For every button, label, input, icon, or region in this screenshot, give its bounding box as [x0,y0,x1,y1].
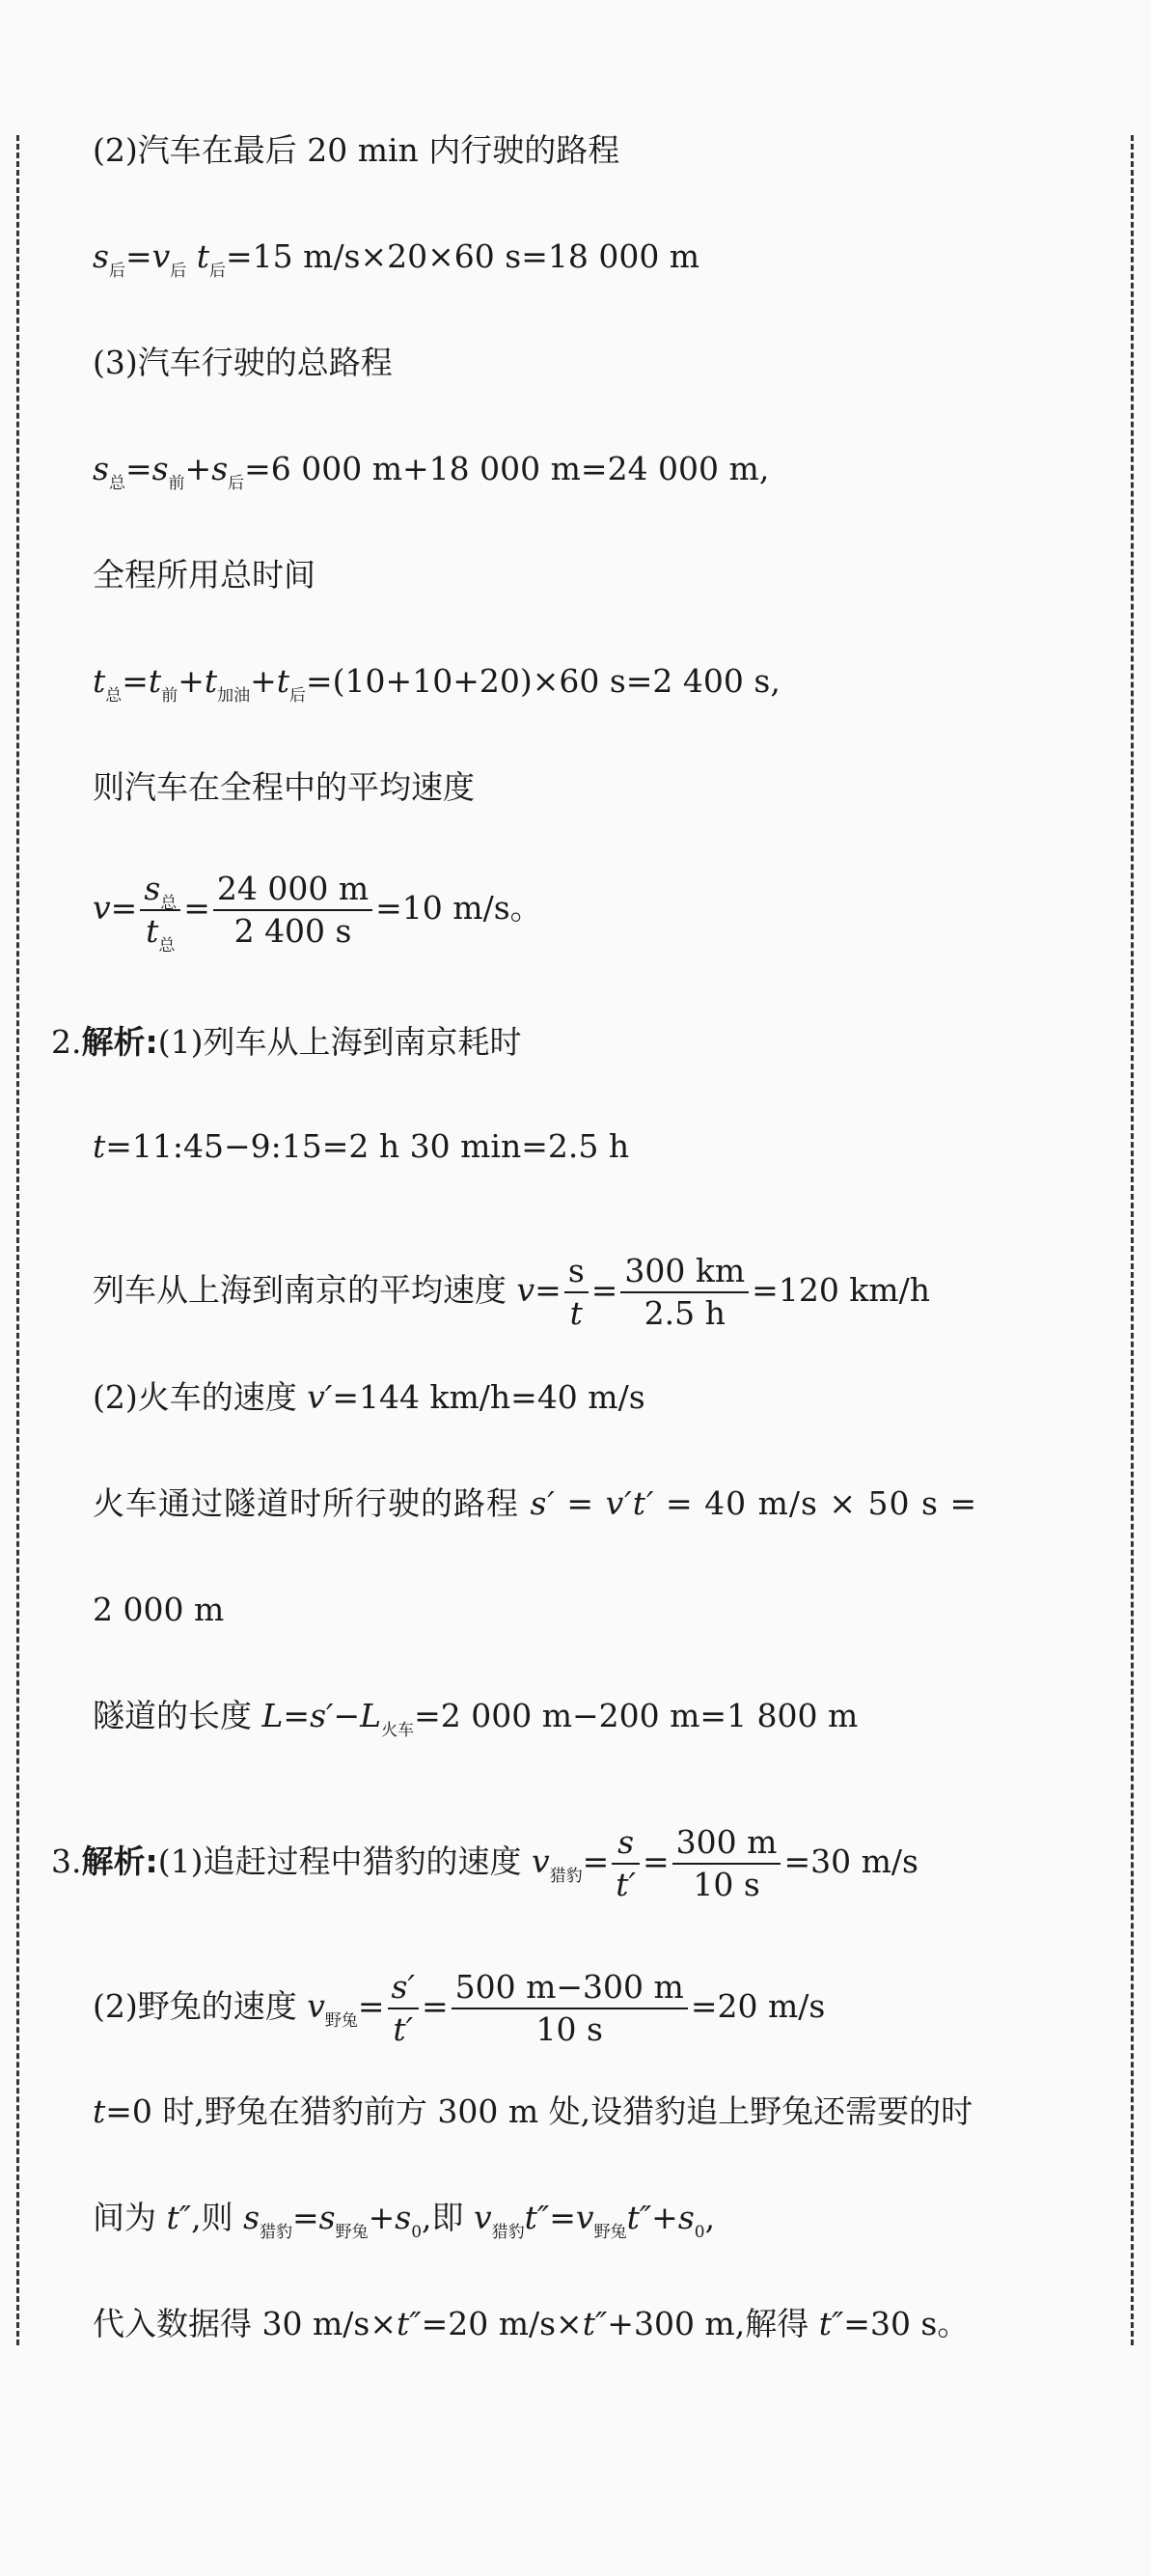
q2-avg-speed-formula: 列车从上海到南京的平均速度 v= $\frac{s}{t}$ = $\frac{300 km}{2.5 h}$ =120 km/h [93,1252,930,1332]
q3-heading: 3.解析:(1)追赶过程中猎豹的速度 $v_{猎豹}=$ $\frac{s}{t'}$ = $\frac{300 m}{10 s}$ =30 m/s [51,1823,918,1903]
q1-total-time-formula: $t_总=t_前+t_{加油}+t_后=(10+10+20)\times 60$ s=2 400 s, [93,662,781,706]
q1-total-time-label: 全程所用总时间 [93,556,315,594]
q1-part2-title: (2)汽车在最后 20 min 内行驶的路程 [93,131,620,169]
fraction: $\frac{s'}{t'}$ [388,1967,419,2050]
fraction: $\frac{300 m}{10 s}$ [672,1822,781,1905]
q3-line3: t=0 时,野兔在猎豹前方 300 m 处,设猎豹追上野兔还需要的时 [93,2092,973,2130]
q2-heading: 2.解析:(1)列车从上海到南京耗时 [51,1023,522,1061]
fraction: $\frac{300 km}{2.5 h}$ [620,1251,749,1334]
q3-line5: 代入数据得 30 m/s×t″=20 m/s×t″+300 m,解得 t″=30 s。 [93,2305,970,2342]
q1-avg-speed-formula: v= $\frac{s_总}{t_总}$ = $\frac{24 000 m}{2 400 s}$ =10 m/s。 [93,870,542,956]
q2-time-formula: t=11:45−9:15=2 h 30 min=2.5 h [93,1127,630,1165]
left-dashed-border [16,135,19,2345]
right-dashed-border [1131,135,1134,2345]
q2-tunnel-distance-cont: 2 000 m [93,1591,225,1628]
q2-tunnel-length: 隧道的长度 $L=s'-L_{火车}=2$ 000 m−200 m=1 800 m [93,1697,859,1740]
q1-part2-formula: $s_后=v_后$ $t_后=15$ m/s×20×60 s=18 000 m [93,237,700,281]
fraction: $\frac{24 000 m}{2 400 s}$ [213,869,372,952]
q3-line4: 间为 t″,则 $s_{猎豹}=s_{野兔}+s_0$,即 $v_{猎豹}t''=v_{野兔}t''+s_0$, [93,2199,716,2242]
q2-tunnel-distance: 火车通过隧道时所行驶的路程 s′ = v′t′ = 40 m/s × 50 s = [93,1484,978,1522]
fraction: $\frac{s_总}{t_总}$ [140,869,180,952]
fraction: $\frac{s}{t'}$ [612,1822,640,1905]
q1-total-distance-formula: $s_总=s_前+s_后=6$ 000 m+18 000 m=24 000 m, [93,450,770,493]
fraction: $\frac{500 m-300 m}{10 s}$ [452,1967,688,2050]
q1-part3-title: (3)汽车行驶的总路程 [93,344,393,381]
q3-rabbit-speed: (2)野兔的速度 $v_{野兔}=$ $\frac{s'}{t'}$ = $\frac{500 m-300 m}{10 s}$ =20 m/s [93,1968,826,2048]
q2-train-speed: (2)火车的速度 v′=144 km/h=40 m/s [93,1378,645,1416]
q1-avg-speed-label: 则汽车在全程中的平均速度 [93,768,475,806]
fraction: $\frac{s}{t}$ [564,1251,589,1334]
